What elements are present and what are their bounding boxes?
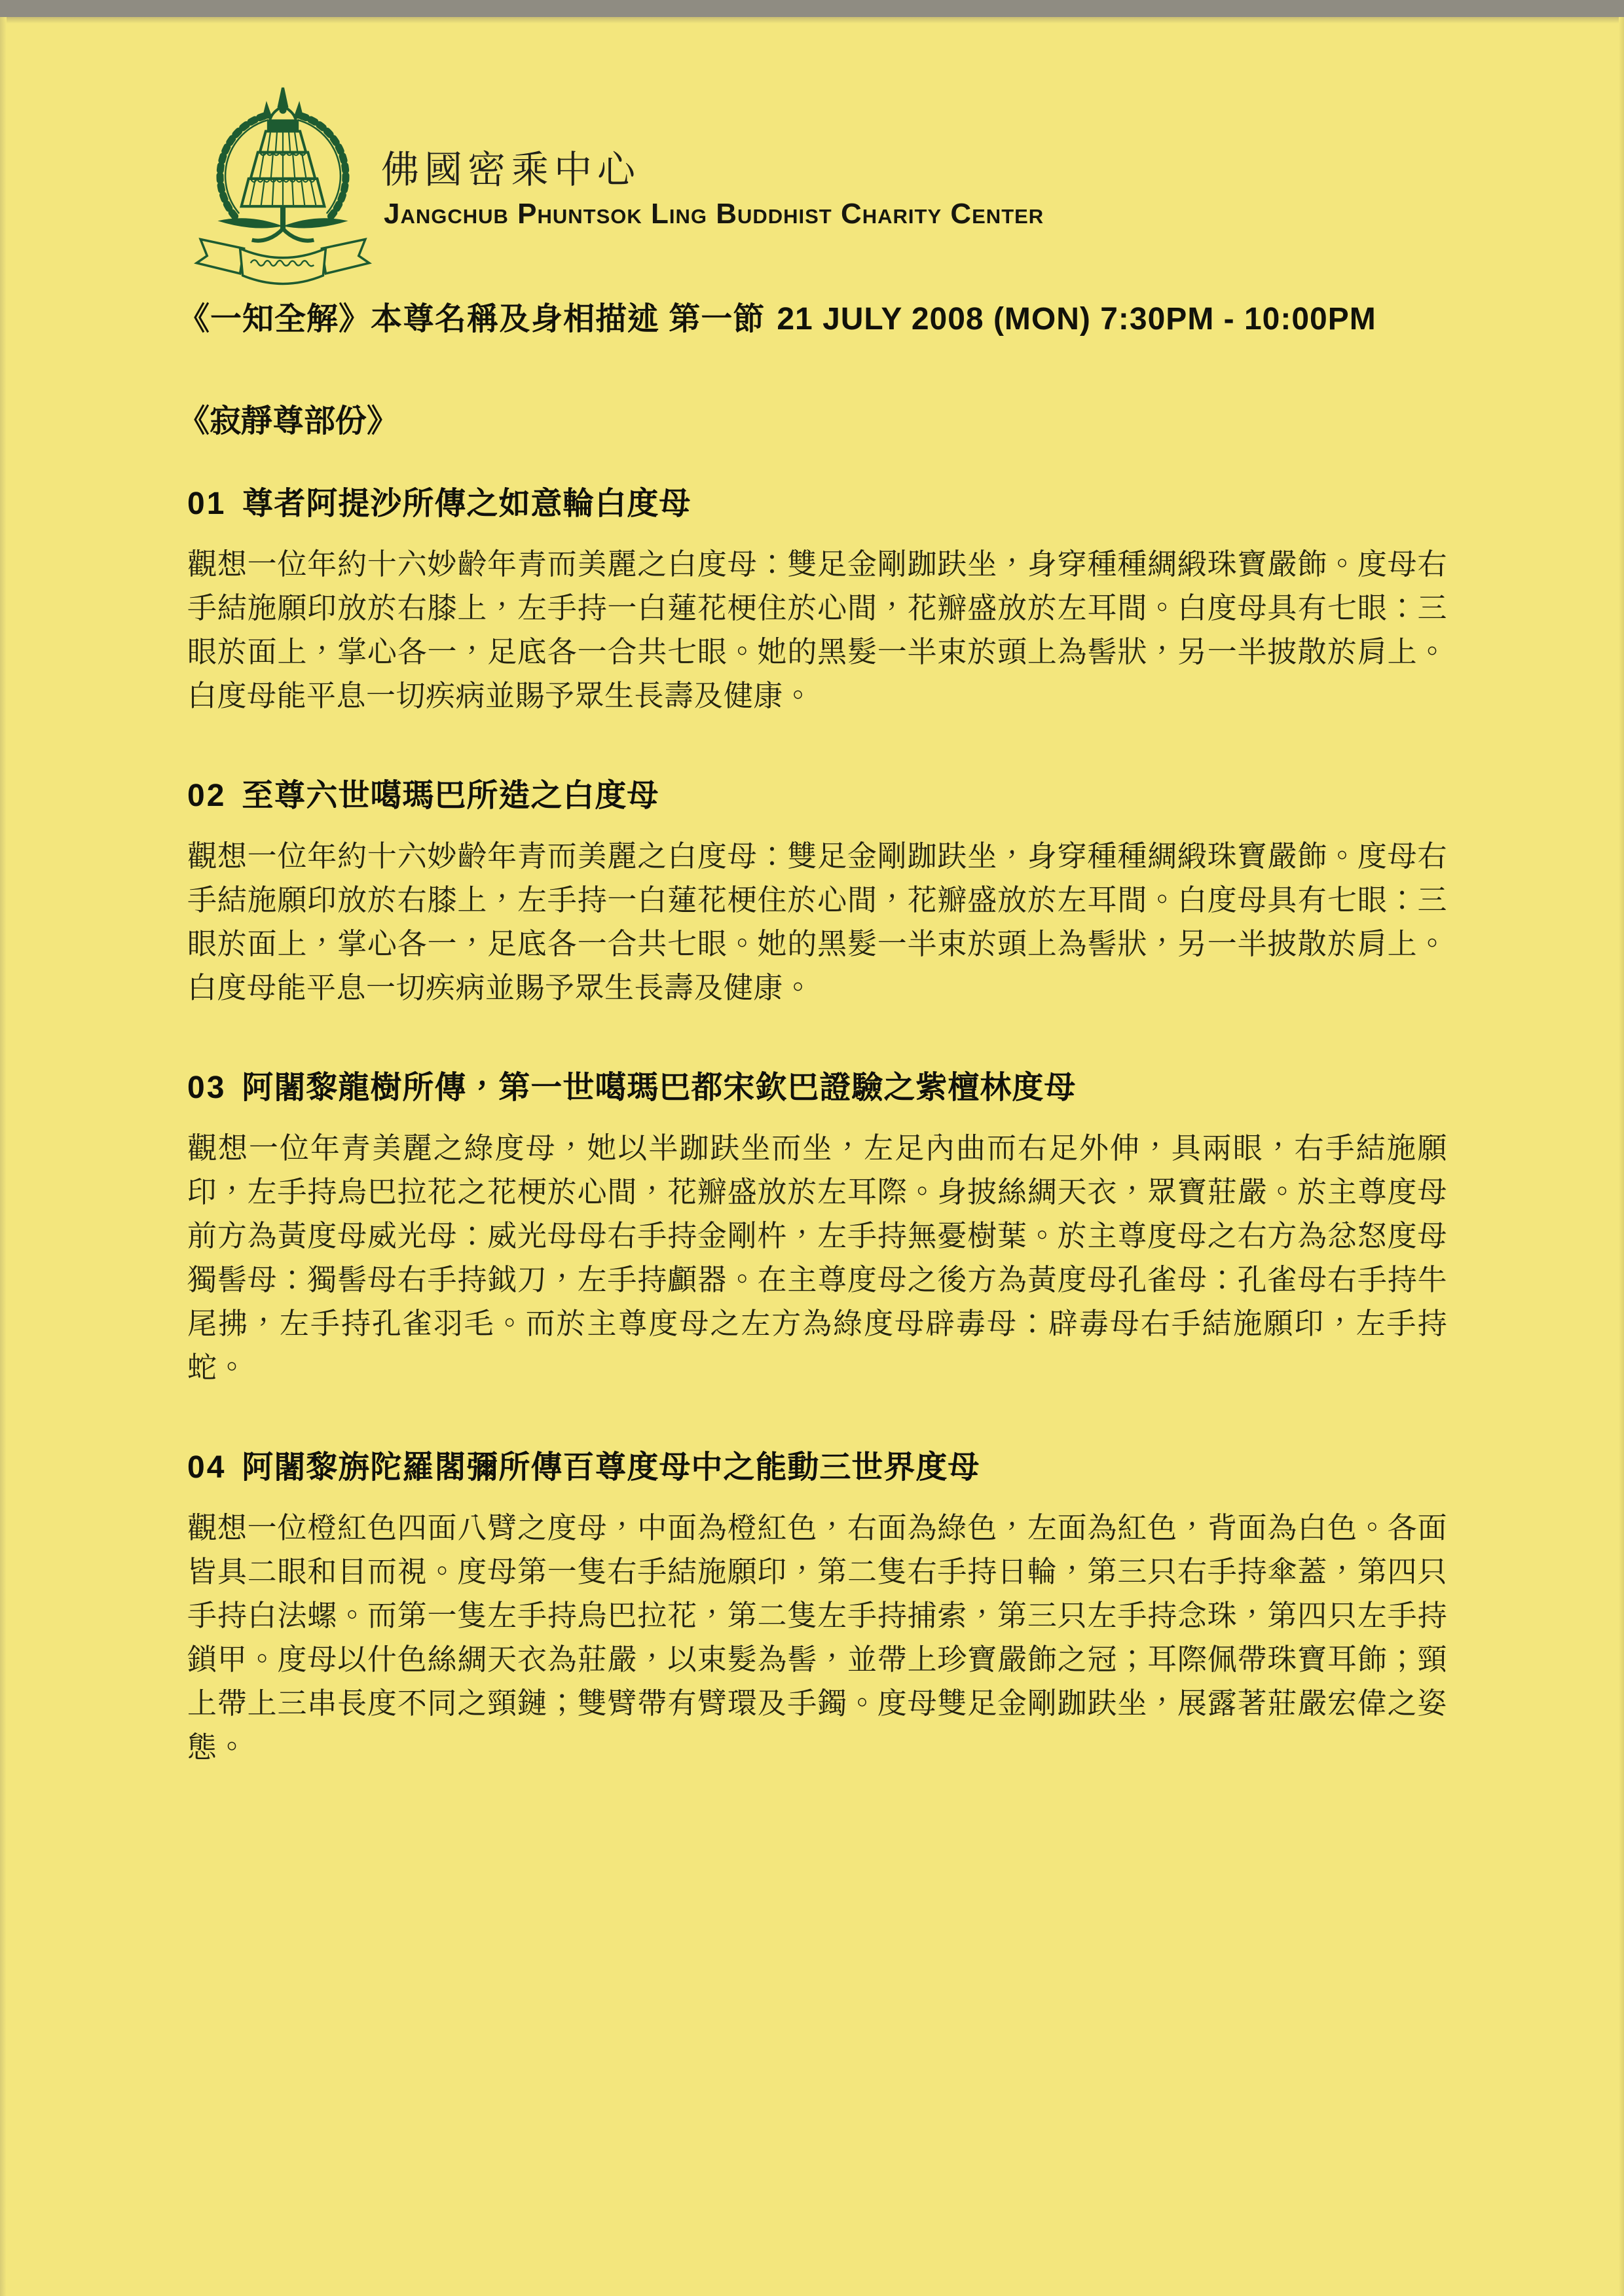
scan-edge-top	[0, 17, 1624, 24]
banner-body	[242, 88, 325, 241]
org-name-english: Jangchub Phuntsok Ling Buddhist Charity Center	[384, 198, 1044, 230]
section-04-body: 觀想一位橙紅色四面八臂之度母，中面為橙紅色，右面為綠色，左面為紅色，背面為白色。各面皆具二眼和目而視。度母第一隻右手結施願印，第二隻右手持日輪，第三只右手持傘蓋，第四只手持白法螺。而第一隻左手持烏巴拉花，第二隻左手持捕索，第三只左手持念珠，第四只左手持鎖甲。度母以什色絲綢天衣為莊嚴，以束髮為髻，並帶上珍寶嚴飾之冠；耳際佩帶珠寶耳飾；頸上帶上三串長度不同之頸鏈；雙臂帶有臂環及手鐲。度母雙足金剛跏趺坐，展露著莊嚴宏偉之姿態。	[187, 1511, 1447, 1764]
section-01-title: 尊者阿提沙所傳之如意輪白度母	[242, 486, 692, 521]
section-04	[187, 1449, 1447, 1769]
section-01	[187, 486, 1447, 718]
section-group-subtitle: 《寂靜尊部份》	[178, 404, 399, 439]
document-title-chinese: 《一知全解》本尊名稱及身相描述 第一節	[178, 302, 766, 337]
ribbon-scroll	[196, 240, 369, 284]
section-03-body: 觀想一位年青美麗之綠度母，她以半跏趺坐而坐，左足內曲而右足外伸，具兩眼，右手結施願印，左手持烏巴拉花之花梗於心間，花瓣盛放於左耳際。身披絲綢天衣，眾寶莊嚴。於主尊度母前方為黃度母威光母：威光母母右手持金剛杵，左手持無憂樹葉。於主尊度母之右方為忿怒度母獨髻母：獨髻母右手持鉞刀，左手持顱器。在主尊度母之後方為黃度母孔雀母：孔雀母右手持牛尾拂，左手持孔雀羽毛。而於主尊度母之左方為綠度母辟毒母：辟毒母右手結施願印，左手持蛇。	[187, 1131, 1447, 1384]
section-04-number: 04	[187, 1450, 227, 1485]
section-01-number: 01	[187, 486, 227, 521]
document-title	[178, 293, 1462, 338]
section-03	[187, 1070, 1447, 1389]
section-03-number: 03	[187, 1070, 227, 1105]
section-03-title: 阿闍黎龍樹所傳，第一世噶瑪巴都宋欽巴證驗之紫檀林度母	[242, 1070, 1077, 1105]
section-04-heading	[187, 1449, 1447, 1486]
section-04-title: 阿闍黎旃陀羅閣彌所傳百尊度母中之能動三世界度母	[242, 1450, 980, 1485]
banner-base-swirls	[252, 228, 314, 240]
section-02-number: 02	[187, 778, 227, 813]
section-02	[187, 778, 1447, 1010]
section-02-body: 觀想一位年約十六妙齡年青而美麗之白度母：雙足金剛跏趺坐，身穿種種綢緞珠寶嚴飾。度母右手結施願印放於右膝上，左手持一白蓮花梗住於心間，花瓣盛放於左耳間。白度母具有七眼：三眼於面上，掌心各一，足底各一合共七眼。她的黑髮一半束於頭上為髻狀，另一半披散於肩上。白度母能平息一切疾病並賜予眾生長壽及健康。	[187, 839, 1447, 1004]
document-title-datetime: 21 JULY 2008 (MON) 7:30PM - 10:00PM	[777, 302, 1376, 337]
section-01-heading	[187, 486, 1447, 522]
scan-edge-left	[0, 17, 7, 2296]
section-03-heading	[187, 1070, 1447, 1106]
content-sections	[187, 486, 1447, 1769]
victory-banner-logo-icon	[194, 84, 372, 288]
org-name-chinese: 佛國密乘中心	[381, 149, 641, 191]
section-02-title: 至尊六世噶瑪巴所造之白度母	[242, 778, 659, 813]
scan-edge-right	[1619, 17, 1624, 2296]
section-02-heading	[187, 778, 1447, 814]
section-01-body: 觀想一位年約十六妙齡年青而美麗之白度母：雙足金剛跏趺坐，身穿種種綢緞珠寶嚴飾。度母右手結施願印放於右膝上，左手持一白蓮花梗住於心間，花瓣盛放於左耳間。白度母具有七眼：三眼於面上，掌心各一，足底各一合共七眼。她的黑髮一半束於頭上為髻狀，另一半披散於肩上。白度母能平息一切疾病並賜予眾生長壽及健康。	[187, 547, 1447, 712]
